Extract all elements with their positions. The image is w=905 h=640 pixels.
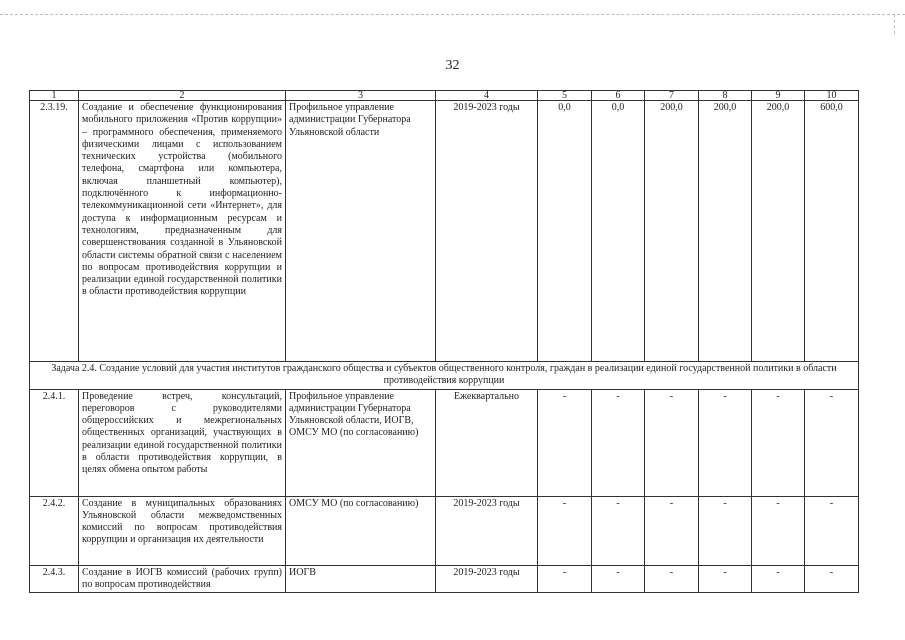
scan-edge-top [0, 14, 905, 15]
table-row [30, 565, 859, 593]
value-col-8: - [699, 565, 752, 593]
item-name: Создание и обеспечение функционирования мобильного приложения «Против коррупции» – программного обеспечения, применяемого физическими лицами с использованием технических устройства (мобильного телефона, смартфона или компьютера, включая планшетный компьютер), подключённого к информационно-телекоммуникационной сети «Интернет», для доступа к информационным ресурсам и технологиям, предназначенным для совершенствования созданной в Ульяновской области системы обратной связи с населением по вопросам противодействия коррупции и реализации единой государственной политики в области противодействия коррупции [79, 101, 286, 362]
item-name: Проведение встреч, консультаций, переговоров с руководителями общероссийских и межрегиональных общественных организаций, участвующих в реализации единой государственной политики в области противодействия коррупции, в целях обмена опытом работы [79, 389, 286, 496]
col-header-5: 5 [538, 91, 592, 101]
item-executor: ОМСУ МО (по согласованию) [286, 496, 436, 565]
col-header-6: 6 [592, 91, 645, 101]
value-col-5: - [538, 565, 592, 593]
col-header-2: 2 [79, 91, 286, 101]
col-header-1: 1 [30, 91, 79, 101]
scan-edge-right [894, 14, 895, 34]
col-header-9: 9 [752, 91, 805, 101]
value-col-7: - [645, 389, 699, 496]
item-number: 2.4.3. [30, 565, 79, 593]
item-number: 2.4.2. [30, 496, 79, 565]
col-header-3: 3 [286, 91, 436, 101]
table-row [30, 101, 859, 362]
value-col-9: - [752, 496, 805, 565]
value-col-7: - [645, 565, 699, 593]
value-col-10: - [805, 389, 859, 496]
value-col-6: - [592, 565, 645, 593]
task-heading: Задача 2.4. Создание условий для участия институтов гражданского общества и субъектов общественного контроля, граждан в реализации единой государственной политики в области противодействия коррупции [30, 362, 859, 390]
item-number: 2.3.19. [30, 101, 79, 362]
value-col-9: 200,0 [752, 101, 805, 362]
item-period: 2019-2023 годы [436, 101, 538, 362]
value-col-6: 0,0 [592, 101, 645, 362]
value-col-7: 200,0 [645, 101, 699, 362]
item-period: 2019-2023 годы [436, 565, 538, 593]
value-col-6: - [592, 496, 645, 565]
value-col-5: - [538, 496, 592, 565]
col-header-4: 4 [436, 91, 538, 101]
item-executor: Профильное управление администрации Губернатора Ульяновской области, ИОГВ, ОМСУ МО (по согласованию) [286, 389, 436, 496]
header-row [30, 91, 859, 101]
page-number: 32 [445, 58, 460, 73]
value-col-8: 200,0 [699, 101, 752, 362]
item-name: Создание в муниципальных образованиях Ульяновской области межведомственных комиссий по вопросам противодействия коррупции и организация их деятельности [79, 496, 286, 565]
value-col-10: - [805, 496, 859, 565]
item-number: 2.4.1. [30, 389, 79, 496]
item-period: Ежеквартально [436, 389, 538, 496]
table-row [30, 389, 859, 496]
item-period: 2019-2023 годы [436, 496, 538, 565]
col-header-8: 8 [699, 91, 752, 101]
value-col-9: - [752, 565, 805, 593]
value-col-5: - [538, 389, 592, 496]
measures-table [29, 90, 859, 593]
value-col-10: 600,0 [805, 101, 859, 362]
value-col-8: - [699, 496, 752, 565]
item-name: Создание в ИОГВ комиссий (рабочих групп) по вопросам противодействия [79, 565, 286, 593]
item-executor: Профильное управление администрации Губернатора Ульяновской области [286, 101, 436, 362]
value-col-10: - [805, 565, 859, 593]
col-header-7: 7 [645, 91, 699, 101]
value-col-9: - [752, 389, 805, 496]
table-row [30, 496, 859, 565]
col-header-10: 10 [805, 91, 859, 101]
value-col-6: - [592, 389, 645, 496]
value-col-5: 0,0 [538, 101, 592, 362]
item-executor: ИОГВ [286, 565, 436, 593]
value-col-8: - [699, 389, 752, 496]
task-row [30, 362, 859, 390]
value-col-7: - [645, 496, 699, 565]
